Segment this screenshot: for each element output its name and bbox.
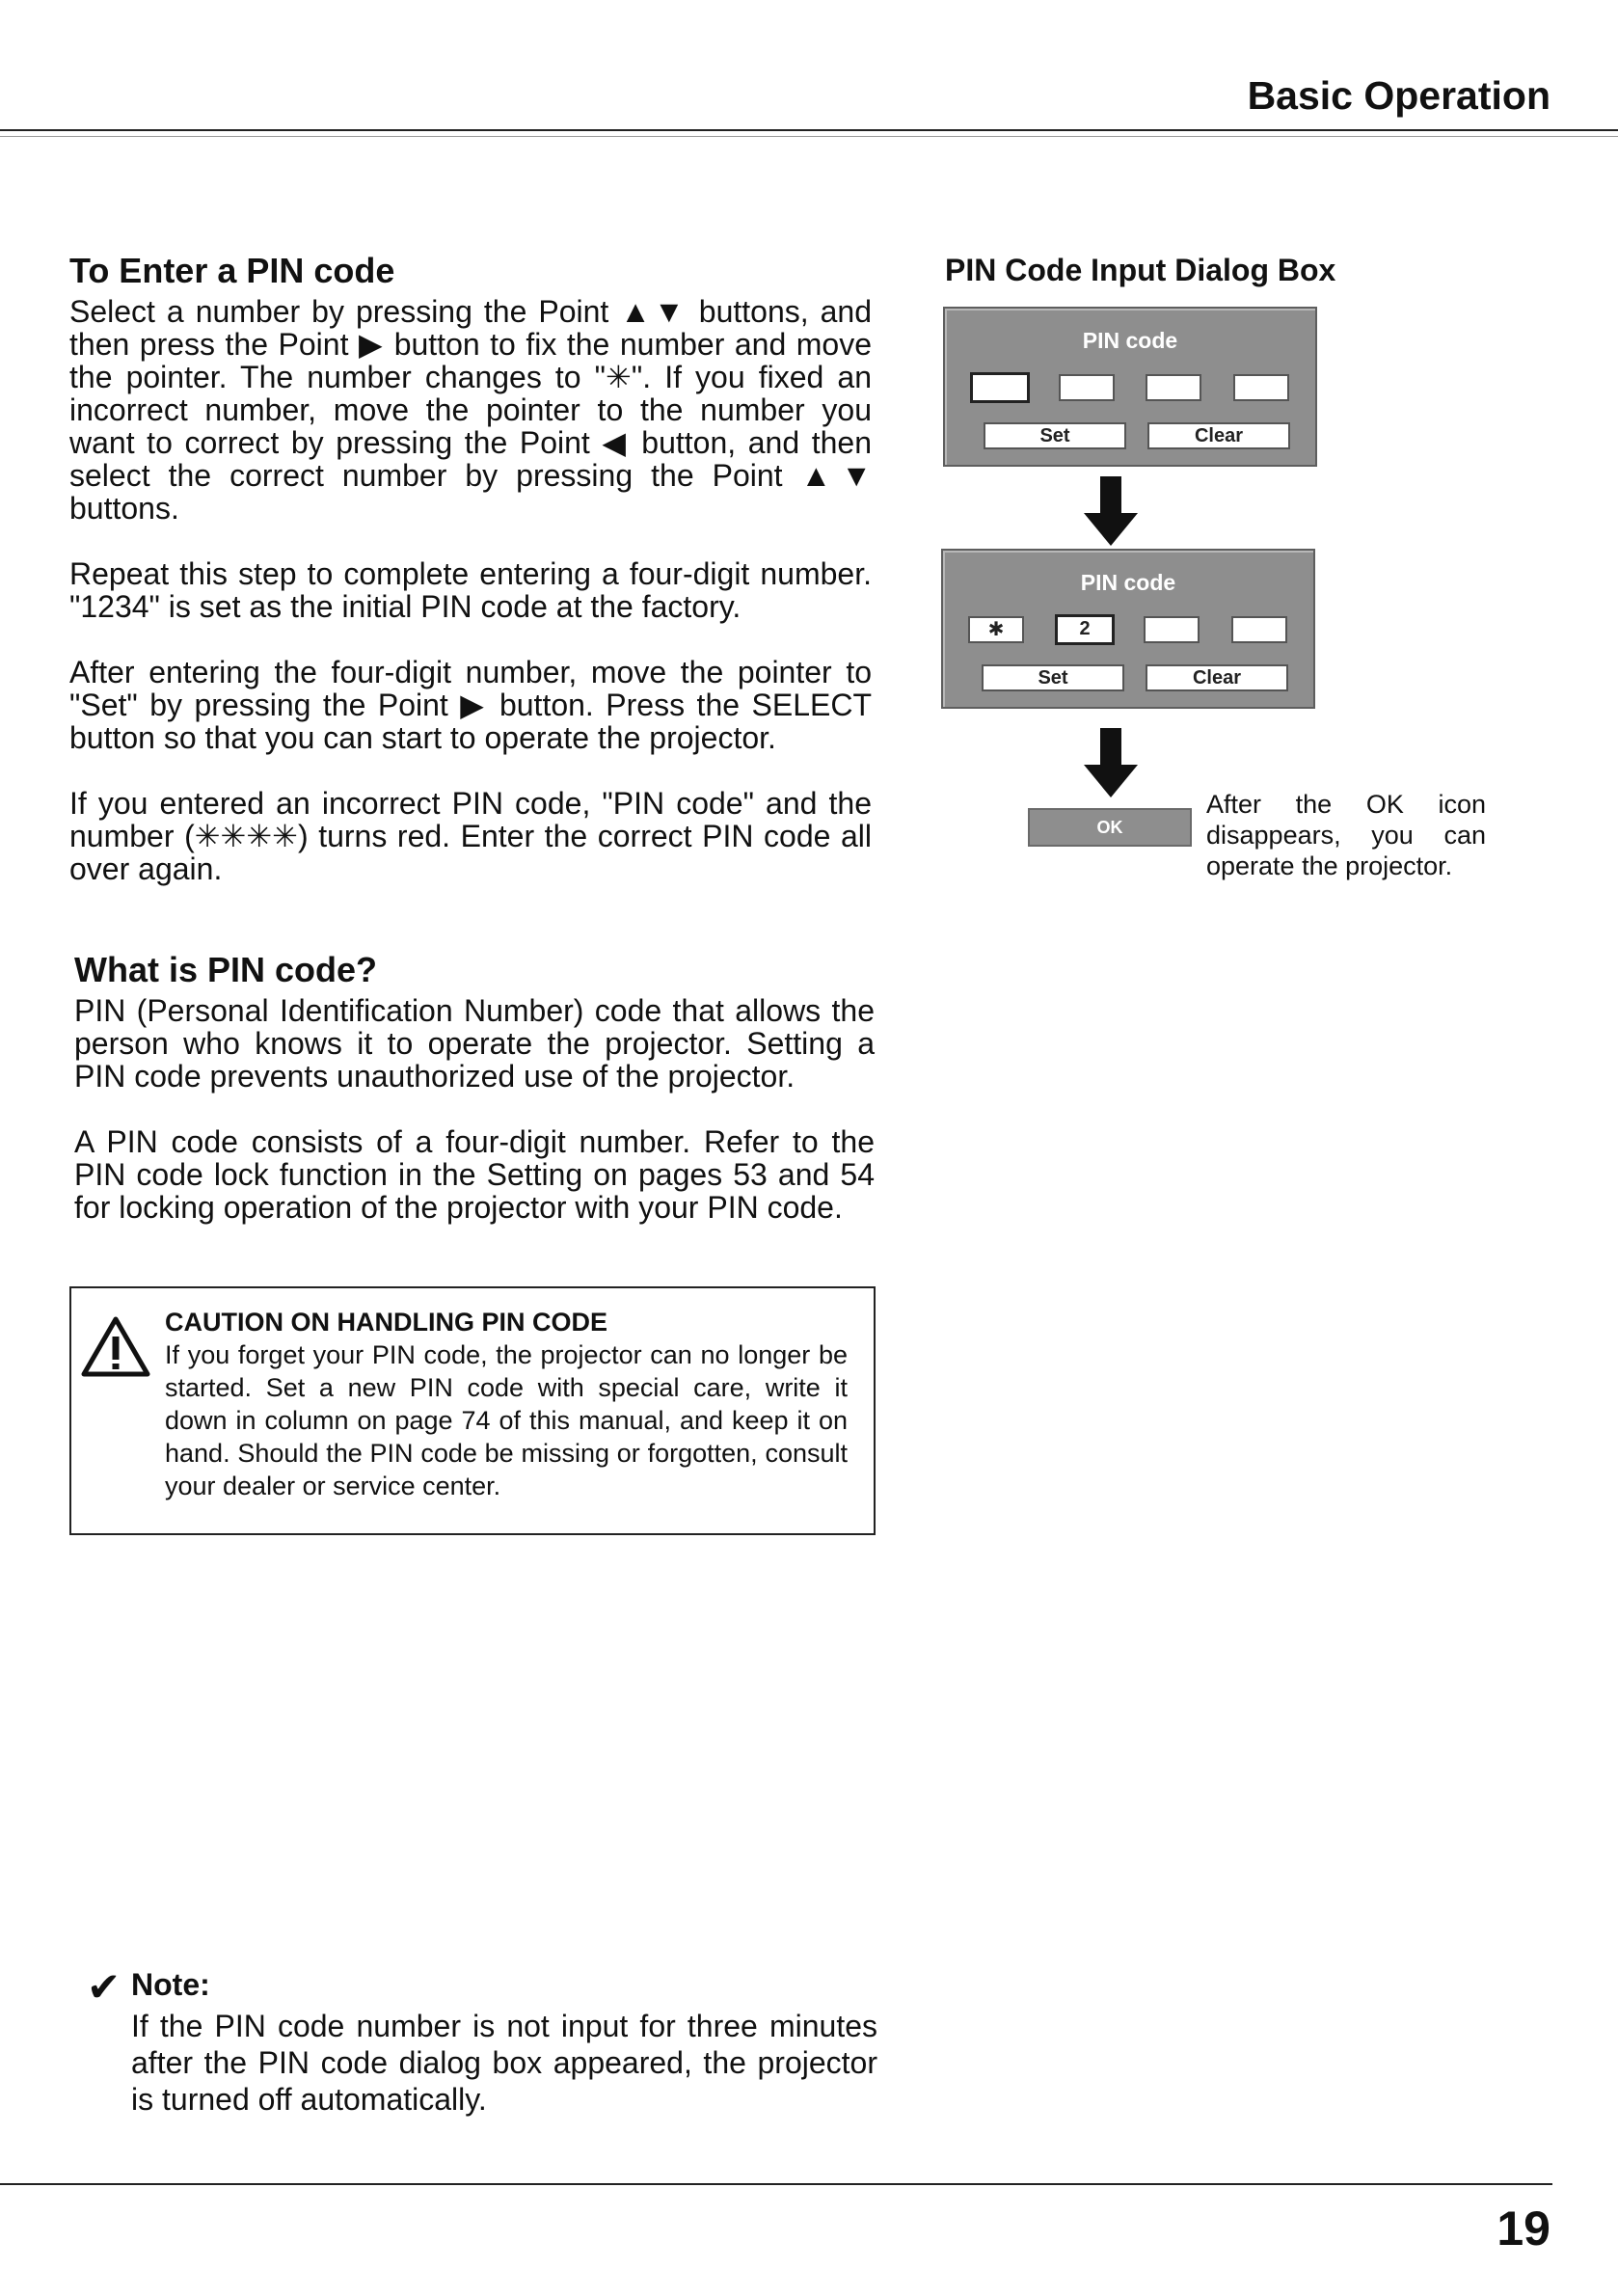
caution-box: [69, 1286, 876, 1535]
pin-digit-field[interactable]: ✱: [968, 616, 1024, 643]
diagram-title: PIN Code Input Dialog Box: [945, 253, 1336, 287]
pin-digit-field[interactable]: [1144, 616, 1200, 643]
footer-rule: [0, 2183, 1552, 2185]
note-title: Note:: [131, 1967, 210, 2002]
header-rule-thin: [0, 136, 1618, 137]
set-button[interactable]: Set: [984, 422, 1126, 449]
ok-icon: OK: [1028, 808, 1192, 847]
ok-caption: After the OK icon disappears, you can operate the projector.: [1206, 790, 1486, 880]
what-is-pin-paragraph: A PIN code consists of a four-digit number. Refer to the PIN code lock function in the Setting on pages 53 and 54 for locking operation of the projector with your PIN code.: [74, 1124, 875, 1225]
dialog-title: PIN code: [1082, 328, 1178, 353]
enter-pin-paragraph: If you entered an incorrect PIN code, "PIN code" and the number (✳✳✳✳) turns red. Enter the correct PIN code all over again.: [69, 786, 872, 886]
arrow-down-icon: [1084, 476, 1138, 546]
pin-digit-field[interactable]: [1146, 374, 1201, 401]
page-number: 19: [1497, 2201, 1551, 2255]
what-is-pin-heading: What is PIN code?: [74, 950, 378, 989]
pin-digit-field[interactable]: [1059, 374, 1115, 401]
pin-digit-field[interactable]: [1233, 374, 1289, 401]
enter-pin-paragraph: After entering the four-digit number, move the pointer to "Set" by pressing the Point ▶ button. Press the SELECT button so that you can start to operate the projector.: [69, 655, 872, 755]
pin-dialog-partial: [941, 549, 1315, 709]
arrow-down-icon: [1084, 728, 1138, 797]
enter-pin-section: [69, 251, 872, 918]
note-body: If the PIN code number is not input for three minutes after the PIN code dialog box appeared, the projector is turned off automatically.: [131, 2009, 877, 2117]
what-is-pin-section: [74, 950, 875, 1256]
header-rule: [0, 129, 1618, 131]
enter-pin-heading: To Enter a PIN code: [69, 251, 395, 290]
pin-digit-field[interactable]: 2: [1055, 614, 1115, 645]
caution-title: CAUTION ON HANDLING PIN CODE: [165, 1308, 607, 1337]
dialog-title: PIN code: [1080, 570, 1176, 595]
set-button[interactable]: Set: [982, 664, 1124, 691]
caution-body: If you forget your PIN code, the projector can no longer be started. Set a new PIN code with special care, write it down in column on page 74 of this manual, and keep it on hand. Should the PIN code be missing or forgotten, consult your dealer or service center.: [165, 1340, 848, 1500]
section-title: Basic Operation: [1247, 73, 1551, 118]
what-is-pin-paragraph: PIN (Personal Identification Number) code that allows the person who knows it to operate the projector. Setting a PIN code prevents unauthorized use of the projector.: [74, 993, 875, 1094]
clear-button[interactable]: Clear: [1147, 422, 1290, 449]
pin-digit-field[interactable]: [970, 372, 1030, 403]
enter-pin-paragraph: Select a number by pressing the Point ▲▼ buttons, and then press the Point ▶ button to fix the number and move the pointer. The number changes to "✳". If you fixed an incorrect number, move the pointer to the number you want to correct by pressing the Point ◀ button, and then select the correct number by pressing the Point ▲▼ buttons.: [69, 294, 872, 526]
pin-dialog-empty: [943, 307, 1317, 467]
enter-pin-paragraph: Repeat this step to complete entering a four-digit number. "1234" is set as the initial PIN code at the factory.: [69, 556, 872, 624]
warning-triangle-icon: [81, 1315, 150, 1377]
pin-digit-field[interactable]: [1231, 616, 1287, 643]
checkmark-icon: ✔: [87, 1964, 121, 2010]
clear-button[interactable]: Clear: [1146, 664, 1288, 691]
